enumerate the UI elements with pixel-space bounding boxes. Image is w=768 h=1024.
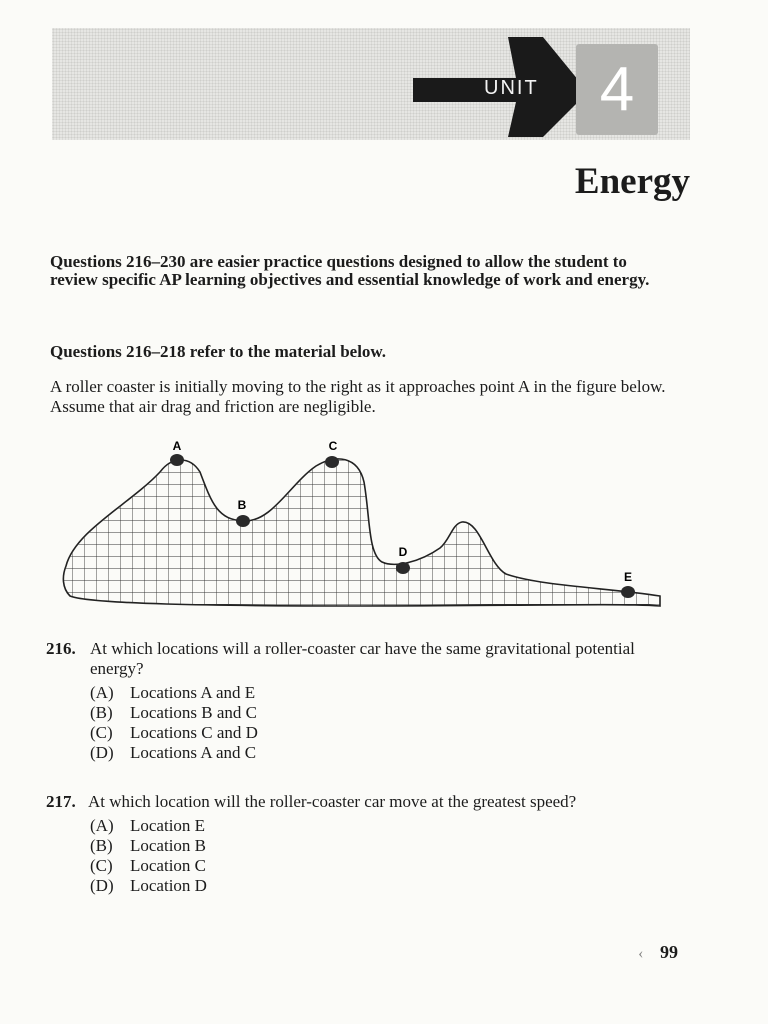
- point-a-marker: [170, 454, 184, 466]
- question-stem: At which locations will a roller-coaster car have the same gravitational potential energy?: [90, 639, 635, 678]
- answer-choices: [90, 683, 666, 763]
- question-217: [46, 792, 666, 896]
- question-number: 216.: [46, 639, 76, 658]
- unit-label: UNIT: [484, 77, 539, 99]
- answer-choice-d[interactable]: (D) Location D: [90, 876, 207, 895]
- answer-choice-c[interactable]: (C) Locations C and D: [90, 723, 258, 742]
- question-set-heading: Questions 216–218 refer to the material below.: [50, 342, 387, 361]
- point-d-label: D: [398, 545, 408, 559]
- page-footer: [638, 942, 678, 963]
- unit-number: 4: [599, 55, 635, 124]
- question-216: [46, 639, 666, 763]
- point-e-label: E: [623, 570, 633, 584]
- roller-coaster-figure: [60, 436, 670, 612]
- point-a-label: A: [172, 439, 182, 453]
- chapter-title: Energy: [574, 161, 690, 202]
- answer-choice-c[interactable]: (C) Location C: [90, 856, 207, 875]
- page-number: 99: [660, 942, 678, 962]
- answer-choices: [90, 816, 666, 896]
- question-stem: At which location will the roller-coaster car move at the greatest speed?: [88, 792, 577, 811]
- point-b-label: B: [237, 498, 247, 512]
- question-number: 217.: [46, 792, 76, 811]
- intro-text: Questions 216–230 are easier practice questions designed to allow the student to review specific AP learning objectives and essential knowledge of work and energy.: [50, 252, 650, 289]
- page-ornament-icon: ‹: [638, 945, 644, 962]
- question-passage: A roller coaster is initially moving to the right as it approaches point A in the figure below. Assume that air drag and friction are negligible.: [50, 377, 666, 416]
- point-c-label: C: [328, 439, 338, 453]
- answer-choice-d[interactable]: (D) Locations A and C: [90, 743, 257, 762]
- answer-choice-b[interactable]: (B) Location B: [90, 836, 207, 855]
- answer-choice-a[interactable]: (A) Location E: [90, 816, 206, 835]
- point-d-marker: [396, 562, 410, 574]
- answer-choice-a[interactable]: (A) Locations A and E: [90, 683, 256, 702]
- point-b-marker: [236, 515, 250, 527]
- point-c-marker: [325, 456, 339, 468]
- point-e-marker: [621, 586, 635, 598]
- answer-choice-b[interactable]: (B) Locations B and C: [90, 703, 258, 722]
